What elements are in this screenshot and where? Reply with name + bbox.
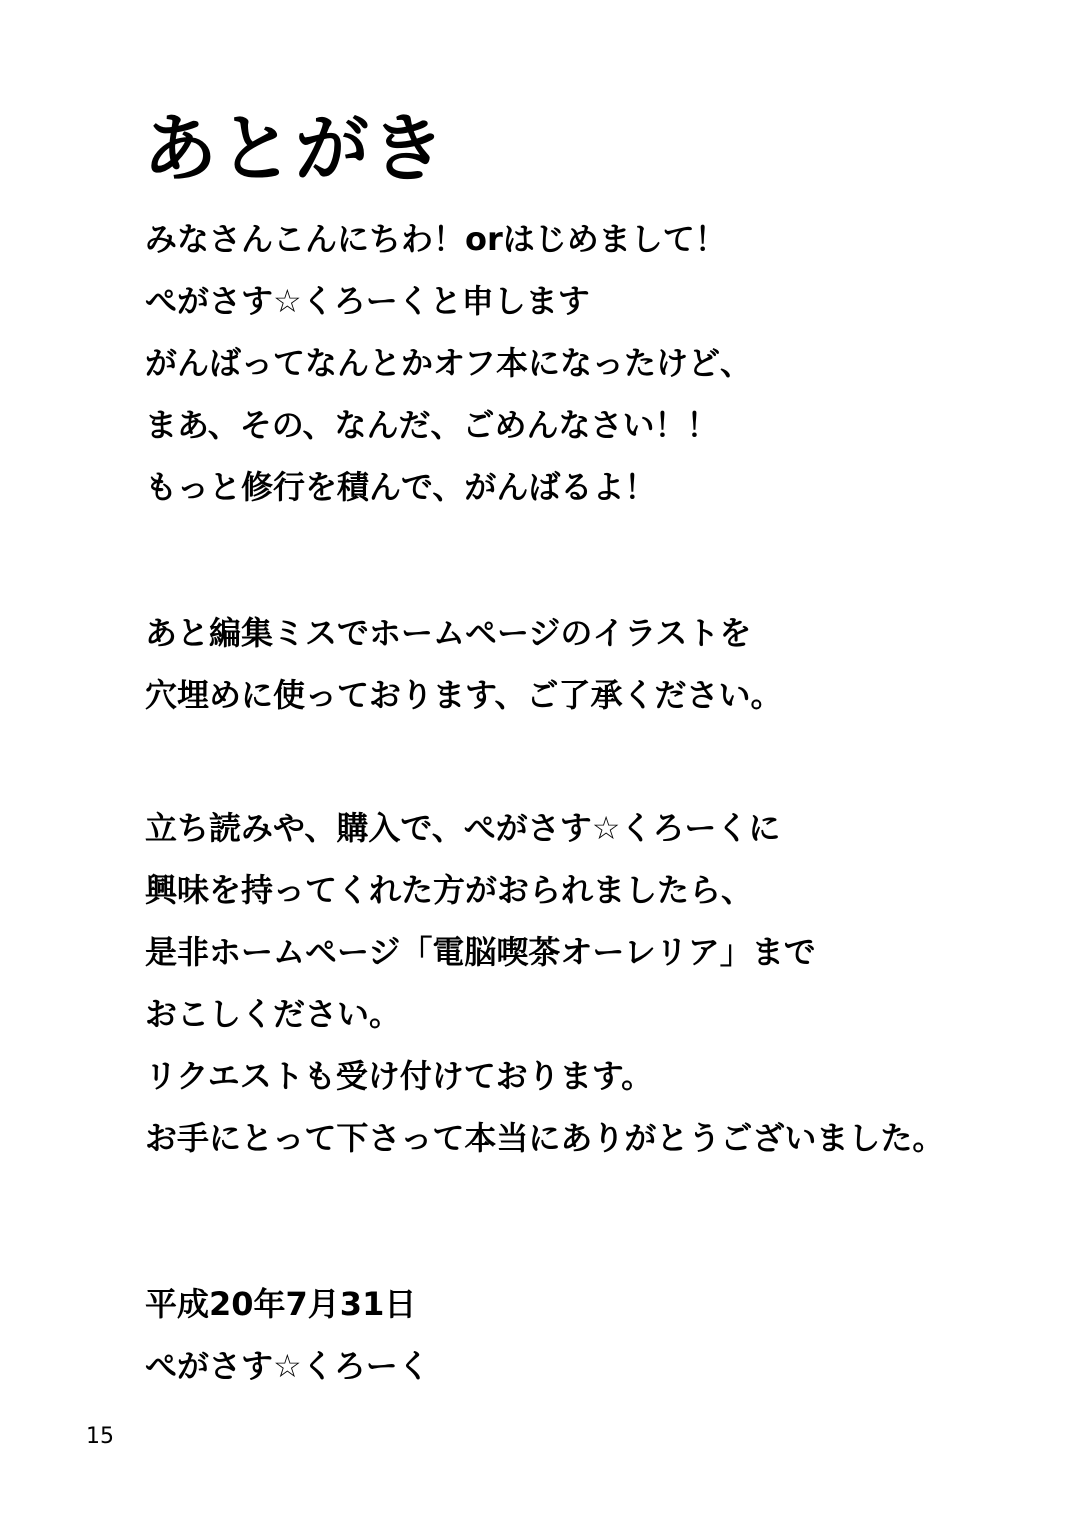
- text-line: 興味を持ってくれた方がおられましたら、: [145, 871, 754, 909]
- text-line: まあ、その、なんだ、ごめんなさい！！: [145, 406, 719, 444]
- paragraph-signoff: [145, 1273, 430, 1397]
- text-line: あと編集ミスでホームページのイラストを: [145, 614, 752, 652]
- text-line: もっと修行を積んで、がんばるよ！: [145, 468, 657, 506]
- page-title: あとがき: [143, 105, 447, 192]
- text-line: ぺがさす☆くろーく: [145, 1347, 430, 1385]
- paragraph-contact: [145, 797, 944, 1169]
- text-line: リクエストも受け付けております。: [145, 1057, 654, 1095]
- paragraph-greeting: [145, 208, 752, 518]
- paragraph-note: [145, 602, 782, 726]
- page-number: 15: [86, 1424, 114, 1449]
- text-line: 是非ホームページ「電脳喫茶オーレリア」まで: [145, 933, 816, 971]
- text-line: 平成20年7月31日: [145, 1285, 417, 1323]
- text-line: がんばってなんとかオフ本になったけど、: [145, 344, 753, 382]
- text-line: おこしください。: [145, 995, 402, 1033]
- text-line: お手にとって下さって本当にありがとうございました。: [145, 1119, 945, 1157]
- text-line: 立ち読みや、購入で、ぺがさす☆くろーくに: [145, 809, 781, 847]
- text-line: ぺがさす☆くろーくと申します: [145, 282, 590, 320]
- text-line: みなさんこんにちわ！orはじめまして！: [145, 220, 727, 258]
- text-line: 穴埋めに使っております、ご了承ください。: [145, 676, 783, 714]
